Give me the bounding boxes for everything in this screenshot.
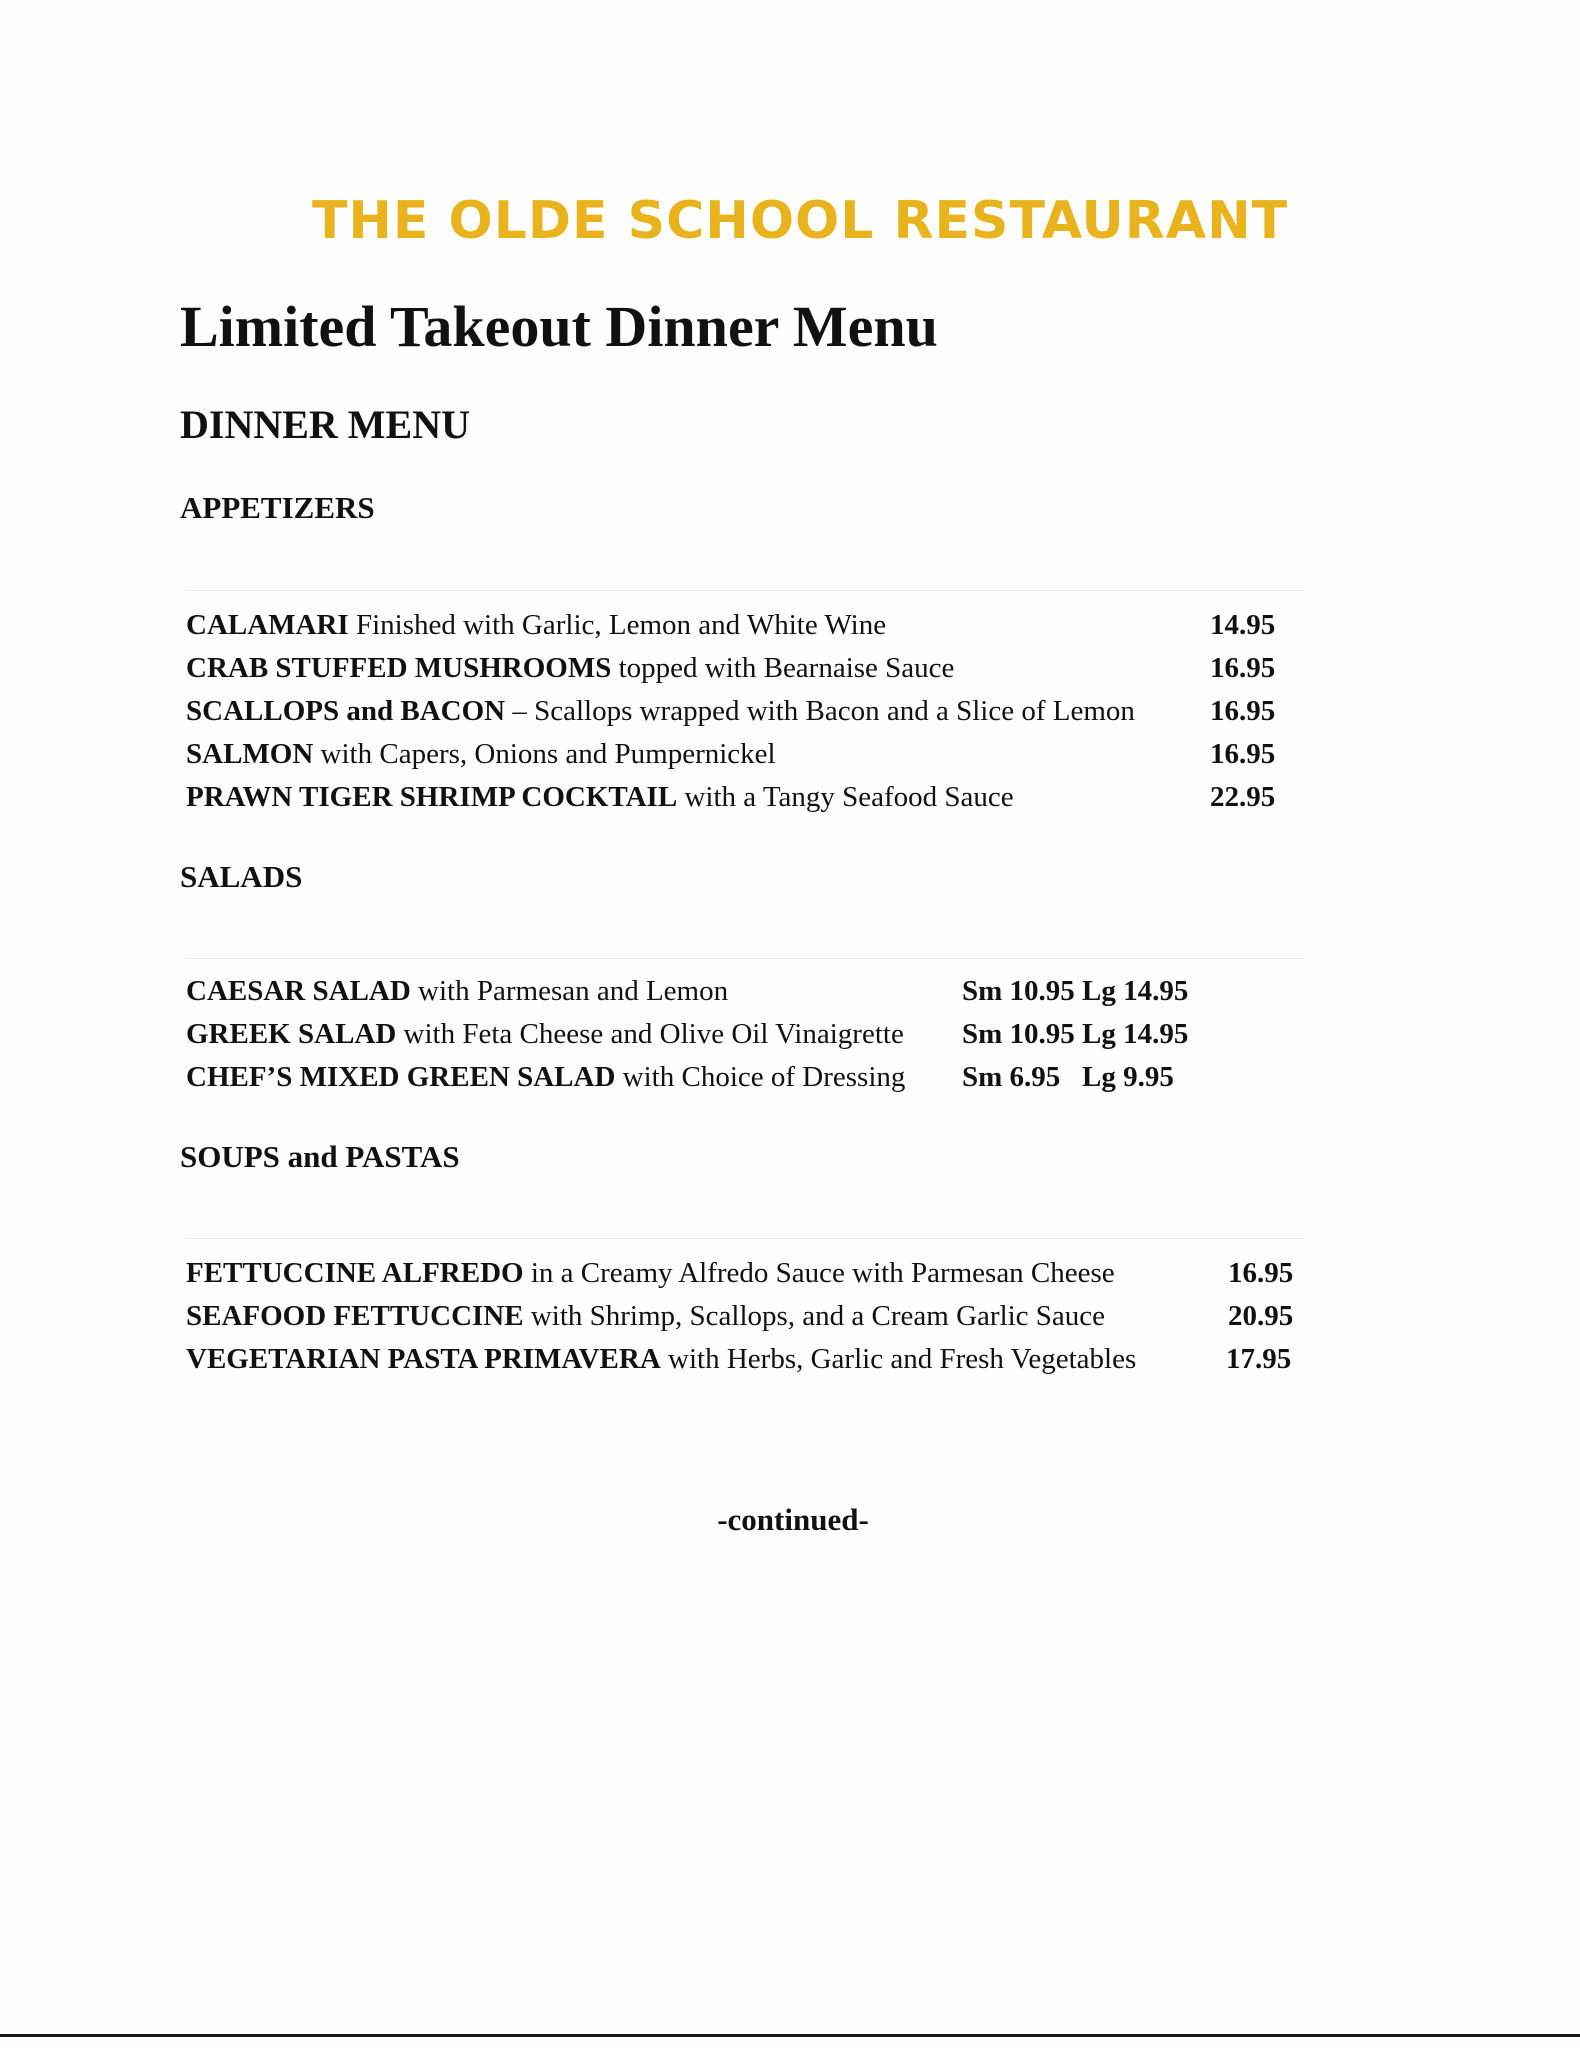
item-name: VEGETARIAN PASTA PRIMAVERA bbox=[186, 1343, 661, 1375]
restaurant-name: THE OLDE SCHOOL RESTAURANT bbox=[311, 191, 1289, 251]
item-name: CAESAR SALAD bbox=[186, 975, 411, 1007]
item-price: 16.95 bbox=[1210, 695, 1276, 727]
item-price: Sm 10.95 Lg 14.95 bbox=[962, 975, 1189, 1007]
item-description: topped with Bearnaise Sauce bbox=[611, 652, 955, 684]
item-description: – Scallops wrapped with Bacon and a Slice of Lemon bbox=[505, 695, 1135, 727]
section-divider bbox=[185, 958, 1305, 959]
item-price: Sm 6.95 Lg 9.95 bbox=[962, 1061, 1174, 1093]
section-heading-appetizers: APPETIZERS bbox=[180, 490, 375, 525]
item-name: CHEF’S MIXED GREEN SALAD bbox=[186, 1061, 616, 1093]
item-description: with Herbs, Garlic and Fresh Vegetables bbox=[660, 1343, 1137, 1375]
item-price: 16.95 bbox=[1228, 1257, 1294, 1289]
menu-item-prawn-tiger-shrimp-cocktail bbox=[186, 776, 1014, 818]
item-name: GREEK SALAD bbox=[186, 1018, 397, 1050]
item-price: 17.95 bbox=[1226, 1343, 1292, 1375]
section-divider bbox=[185, 1238, 1305, 1239]
menu-title: Limited Takeout Dinner Menu bbox=[180, 294, 938, 359]
item-price: 22.95 bbox=[1210, 781, 1276, 813]
item-price: Sm 10.95 Lg 14.95 bbox=[962, 1018, 1189, 1050]
item-name: PRAWN TIGER SHRIMP COCKTAIL bbox=[186, 781, 678, 813]
page-bottom-edge bbox=[0, 2034, 1580, 2037]
item-description: with Choice of Dressing bbox=[615, 1061, 906, 1093]
item-name: CRAB STUFFED MUSHROOMS bbox=[186, 652, 612, 684]
menu-item-vegetarian-pasta-primavera bbox=[186, 1338, 1136, 1380]
item-description: with Parmesan and Lemon bbox=[410, 975, 729, 1007]
section-heading-salads: SALADS bbox=[180, 859, 303, 894]
item-name: SALMON bbox=[186, 738, 314, 770]
item-name: CALAMARI bbox=[186, 609, 349, 641]
item-name: SCALLOPS and BACON bbox=[186, 695, 506, 727]
item-price: 14.95 bbox=[1210, 609, 1276, 641]
continued-note: -continued- bbox=[717, 1502, 869, 1537]
item-description: with Feta Cheese and Olive Oil Vinaigrette bbox=[396, 1018, 904, 1050]
menu-item-scallops-and-bacon bbox=[186, 690, 1135, 732]
menu-item-crab-stuffed-mushrooms bbox=[186, 647, 954, 689]
section-divider bbox=[185, 590, 1305, 591]
item-name: FETTUCCINE ALFREDO bbox=[186, 1257, 524, 1289]
item-price: 16.95 bbox=[1210, 652, 1276, 684]
item-price: 16.95 bbox=[1210, 738, 1276, 770]
item-price: 20.95 bbox=[1228, 1300, 1294, 1332]
item-description: with Shrimp, Scallops, and a Cream Garlic Sauce bbox=[523, 1300, 1106, 1332]
item-description: Finished with Garlic, Lemon and White Wine bbox=[348, 609, 887, 641]
menu-subtitle: DINNER MENU bbox=[180, 402, 470, 447]
menu-item-caesar-salad bbox=[186, 970, 728, 1012]
menu-item-salmon bbox=[186, 733, 776, 775]
menu-item-greek-salad bbox=[186, 1013, 904, 1055]
menu-item-chefs-mixed-green-salad bbox=[186, 1056, 905, 1098]
item-name: SEAFOOD FETTUCCINE bbox=[186, 1300, 524, 1332]
item-description: with a Tangy Seafood Sauce bbox=[677, 781, 1014, 813]
menu-item-seafood-fettuccine bbox=[186, 1295, 1105, 1337]
section-heading-soups-and-pastas: SOUPS and PASTAS bbox=[180, 1139, 460, 1174]
menu-item-calamari bbox=[186, 604, 886, 646]
item-description: with Capers, Onions and Pumpernickel bbox=[313, 738, 776, 770]
item-description: in a Creamy Alfredo Sauce with Parmesan Cheese bbox=[523, 1257, 1115, 1289]
menu-item-fettuccine-alfredo bbox=[186, 1252, 1115, 1294]
